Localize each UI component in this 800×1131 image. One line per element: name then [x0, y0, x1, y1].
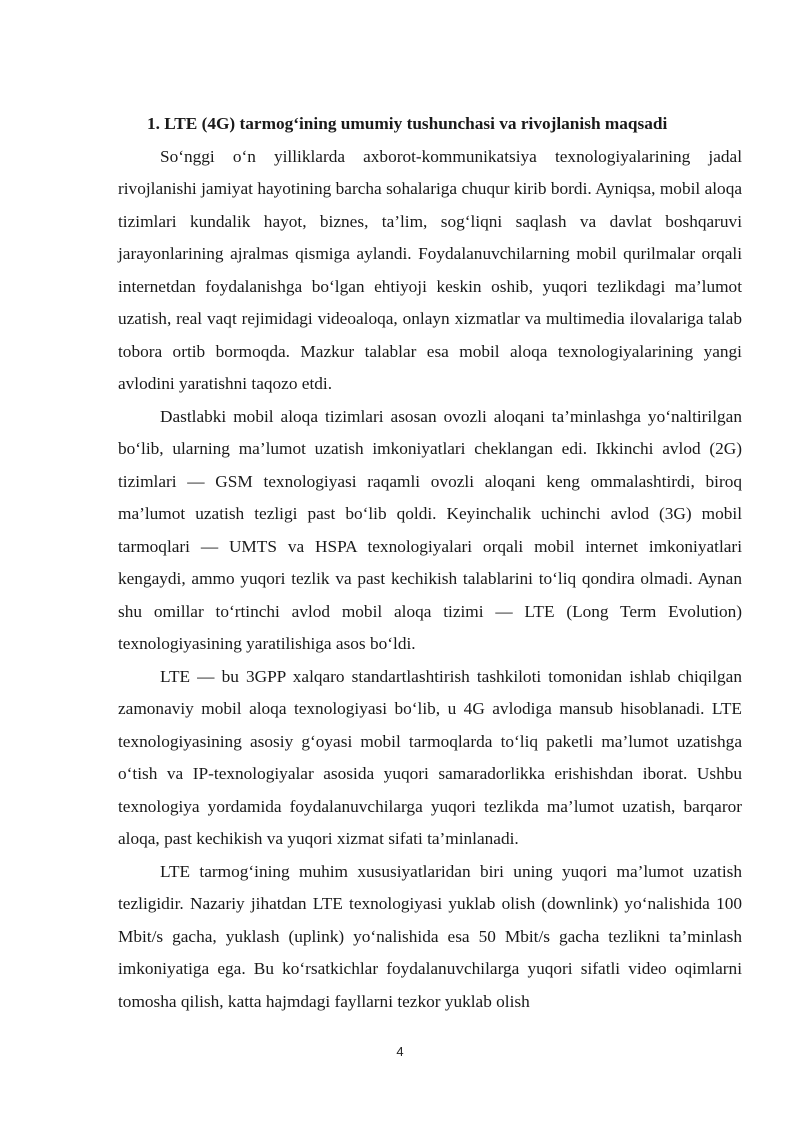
- paragraph-1: So‘nggi o‘n yilliklarda axborot-kommunikatsiya texnologiyalarining jadal rivojlanishi jamiyat hayotining barcha sohalariga chuqur kirib bordi. Ayniqsa, mobil aloqa tizimlari kundalik hayot, biznes, ta’lim, sog‘liqni saqlash va davlat boshqaruvi jarayonlarining ajralmas qismiga aylandi. Foydalanuvchilarning mobil qurilmalar orqali internetdan foydalanishga bo‘lgan ehtiyoji keskin oshib, yuqori tezlikdagi ma’lumot uzatish, real vaqt rejimidagi videoaloqa, onlayn xizmatlar va multimedia ilovalariga talab tobora ortib bormoqda. Mazkur talablar esa mobil aloqa texnologiyalarining yangi avlodini yaratishni taqozo etdi.: [118, 146, 742, 393]
- paragraph-3: LTE — bu 3GPP xalqaro standartlashtirish tashkiloti tomonidan ishlab chiqilgan zamonaviy mobil aloqa texnologiyasi bo‘lib, u 4G avlodiga mansub hisoblanadi. LTE texnologiyasining asosiy g‘oyasi mobil tarmoqlarda to‘liq paketli ma’lumot uzatishga o‘tish va IP-texnologiyalar asosida yuqori samaradorlikka erishishdan iborat. Ushbu texnologiya yordamida foydalanuvchilarga yuqori tezlikda ma’lumot uzatish, barqaror aloqa, past kechikish va yuqori xizmat sifati ta’minlanadi.: [118, 666, 742, 848]
- paragraph-2: Dastlabki mobil aloqa tizimlari asosan ovozli aloqani ta’minlashga yo‘naltirilgan bo‘lib, ularning ma’lumot uzatish imkoniyatlari cheklangan edi. Ikkinchi avlod (2G) tizimlari — GSM texnologiyasi raqamli ovozli aloqani keng ommalashtirdi, biroq ma’lumot uzatish tezligi past bo‘lib qoldi. Keyinchalik uchinchi avlod (3G) mobil tarmoqlari — UMTS va HSPA texnologiyalari orqali mobil internet imkoniyatlari kengaydi, ammo yuqori tezlik va past kechikish talablarini to‘liq qondira olmadi. Aynan shu omillar to‘rtinchi avlod mobil aloqa tizimi — LTE (Long Term Evolution) texnologiyasining yaratilishiga asos bo‘ldi.: [118, 406, 742, 653]
- page-content: [118, 108, 742, 1018]
- page-number: 4: [396, 1044, 404, 1059]
- paragraph-4: LTE tarmog‘ining muhim xususiyatlaridan biri uning yuqori ma’lumot uzatish tezligidir. Nazariy jihatdan LTE texnologiyasi yuklab olish (downlink) yo‘nalishida 100 Mbit/s gacha, yuklash (uplink) yo‘nalishida esa 50 Mbit/s gacha tezlikni ta’minlash imkoniyatiga ega. Bu ko‘rsatkichlar foydalanuvchilarga yuqori sifatli video oqimlarni tomosha qilish, katta hajmdagi fayllarni tezkor yuklab olish: [118, 861, 742, 1011]
- section-heading: 1. LTE (4G) tarmog‘ining umumiy tushunchasi va rivojlanish maqsadi: [147, 114, 668, 133]
